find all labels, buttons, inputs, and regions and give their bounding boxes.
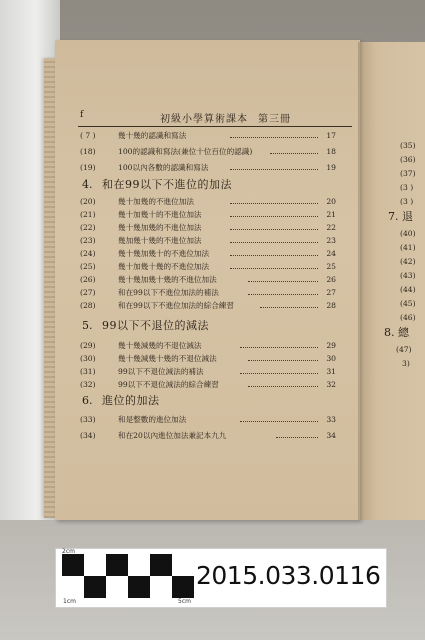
section-number: 7.: [388, 210, 399, 223]
entry-title: 100的認識和寫法(兼位十位百位的認識): [118, 147, 253, 156]
header-rule: [78, 126, 352, 127]
toc-entry: [80, 353, 336, 365]
entry-title: 幾十幾減幾十幾的不退位減法: [118, 354, 217, 363]
dot-leader: [230, 255, 318, 256]
section-title: 退: [402, 210, 413, 223]
toc-entry: [80, 162, 336, 174]
right-entry-number: (46): [400, 313, 416, 322]
dot-leader: [240, 347, 318, 348]
volume-label: 第三冊: [258, 114, 291, 125]
entry-number: (33): [80, 415, 96, 424]
toc-entry: [80, 222, 336, 234]
page-header: [78, 110, 348, 126]
entry-title: 99以下不退位減法的綜合練習: [118, 380, 219, 389]
entry-page: 22: [326, 223, 336, 232]
dot-leader: [230, 229, 318, 230]
entry-title: 幾十加幾的不進位加法: [118, 197, 194, 206]
scale-square: [106, 554, 128, 576]
entry-number: (30): [80, 354, 96, 363]
dot-leader: [230, 137, 318, 138]
dot-leader: [230, 216, 318, 217]
toc-entry: [80, 274, 336, 286]
toc-entry: [80, 248, 336, 260]
right-entry-number: 3): [402, 359, 410, 368]
entry-number: (28): [80, 301, 96, 310]
dot-leader: [240, 421, 318, 422]
dot-leader: [248, 281, 318, 282]
right-entry-number: (41): [400, 243, 416, 252]
entry-title: 幾十加幾十的不進位加法: [118, 210, 202, 219]
dot-leader: [230, 169, 318, 170]
right-entry-number: (3 ): [400, 197, 414, 206]
entry-title: 和在99以下不進位加法的綜合練習: [118, 301, 234, 310]
page-number: f: [80, 110, 84, 120]
right-section-8: [384, 326, 409, 340]
dot-leader: [230, 203, 318, 204]
entry-number: (29): [80, 341, 96, 350]
entry-page: 28: [326, 301, 336, 310]
right-entry-number: (36): [400, 155, 416, 164]
entry-number: (19): [80, 163, 96, 172]
scale-label-right: 5cm: [178, 598, 191, 605]
section-title: 和在99以下不進位的加法: [102, 178, 232, 191]
entry-page: 33: [326, 415, 336, 424]
toc-entry: [80, 366, 336, 378]
section-number: 5.: [82, 319, 93, 332]
entry-page: 32: [326, 380, 336, 389]
dot-leader: [240, 373, 318, 374]
entry-title: 幾十幾加幾的不進位加法: [118, 223, 202, 232]
dot-leader: [230, 242, 318, 243]
entry-page: 26: [326, 275, 336, 284]
entry-number: (24): [80, 249, 96, 258]
right-entry-number: (42): [400, 257, 416, 266]
entry-title: 幾加幾十幾的不進位加法: [118, 236, 202, 245]
entry-number: (25): [80, 262, 96, 271]
scale-label-left: 1cm: [63, 598, 76, 605]
right-entry-number: (43): [400, 271, 416, 280]
right-entry-number: (40): [400, 229, 416, 238]
dot-leader: [248, 360, 318, 361]
entry-page: 24: [326, 249, 336, 258]
entry-title: 幾十幾的認識和寫法: [118, 131, 187, 140]
entry-number: (23): [80, 236, 96, 245]
entry-title: 和在99以下不進位加法的補法: [118, 288, 219, 297]
entry-page: 25: [326, 262, 336, 271]
scale-square: [150, 554, 172, 576]
accession-number: 2015.033.0116: [196, 561, 381, 590]
dot-leader: [230, 268, 318, 269]
dot-leader: [248, 386, 318, 387]
entry-page: 30: [326, 354, 336, 363]
entry-number: ( 7 ): [80, 131, 96, 140]
section-number: 8.: [384, 326, 395, 339]
entry-number: (27): [80, 288, 96, 297]
right-entry-number: (47): [396, 345, 412, 354]
entry-page: 20: [326, 197, 336, 206]
color-scale-bar: [62, 548, 196, 604]
entry-number: (34): [80, 431, 96, 440]
entry-title: 99以下不退位減法的補法: [118, 367, 204, 376]
dot-leader: [248, 294, 318, 295]
entry-number: (21): [80, 210, 96, 219]
toc-entry: [80, 196, 336, 208]
right-entry-number: (37): [400, 169, 416, 178]
entry-title: 幾十加幾十幾的不進位加法: [118, 262, 210, 271]
right-entry-number: (45): [400, 299, 416, 308]
toc-entry: [80, 235, 336, 247]
entry-title: 幾十幾減幾的不退位減法: [118, 341, 202, 350]
section-number: 6.: [82, 394, 93, 407]
scale-label-top: 2cm: [62, 548, 75, 555]
toc-entry: [80, 430, 336, 442]
scale-square: [128, 576, 150, 598]
entry-page: 23: [326, 236, 336, 245]
entry-title: 和是整數的進位加法: [118, 415, 187, 424]
entry-page: 17: [326, 131, 336, 140]
toc-entry: [80, 261, 336, 273]
book-title: 初級小學算術課本: [160, 114, 248, 125]
toc-entry: [80, 146, 336, 158]
dot-leader: [260, 307, 318, 308]
toc-entry: [80, 300, 336, 312]
entry-number: (20): [80, 197, 96, 206]
entry-title: 幾十幾加幾十幾的不進位加法: [118, 275, 217, 284]
entry-number: (26): [80, 275, 96, 284]
scale-square: [84, 576, 106, 598]
toc-entry: [80, 379, 336, 391]
entry-number: (32): [80, 380, 96, 389]
entry-page: 21: [326, 210, 336, 219]
section-title: 總: [398, 326, 409, 339]
entry-title: 幾十幾加幾十的不進位加法: [118, 249, 210, 258]
page-fold-shadow: [358, 42, 364, 520]
right-entry-number: (44): [400, 285, 416, 294]
entry-number: (18): [80, 147, 96, 156]
right-entry-number: (35): [400, 141, 416, 150]
right-entry-number: (3 ): [400, 183, 414, 192]
toc-entry: [80, 340, 336, 352]
entry-page: 27: [326, 288, 336, 297]
entry-page: 31: [326, 367, 336, 376]
entry-page: 18: [326, 147, 336, 156]
toc-entry: [80, 414, 336, 426]
toc-entry: [80, 287, 336, 299]
entry-number: (22): [80, 223, 96, 232]
dot-leader: [276, 437, 318, 438]
entry-title: 和在20以內進位加法兼記本九九: [118, 431, 227, 440]
toc-entry: [80, 209, 336, 221]
dot-leader: [270, 153, 318, 154]
section-title: 99以下不退位的減法: [102, 319, 209, 332]
section-number: 4.: [82, 178, 93, 191]
entry-number: (31): [80, 367, 96, 376]
entry-title: 100以內各數的認識和寫法: [118, 163, 209, 172]
scale-square: [62, 554, 84, 576]
entry-page: 34: [326, 431, 336, 440]
right-section-7: [388, 210, 413, 224]
entry-page: 29: [326, 341, 336, 350]
section-title: 進位的加法: [102, 394, 160, 407]
scale-square: [172, 576, 194, 598]
entry-page: 19: [326, 163, 336, 172]
toc-entry: [80, 130, 336, 142]
